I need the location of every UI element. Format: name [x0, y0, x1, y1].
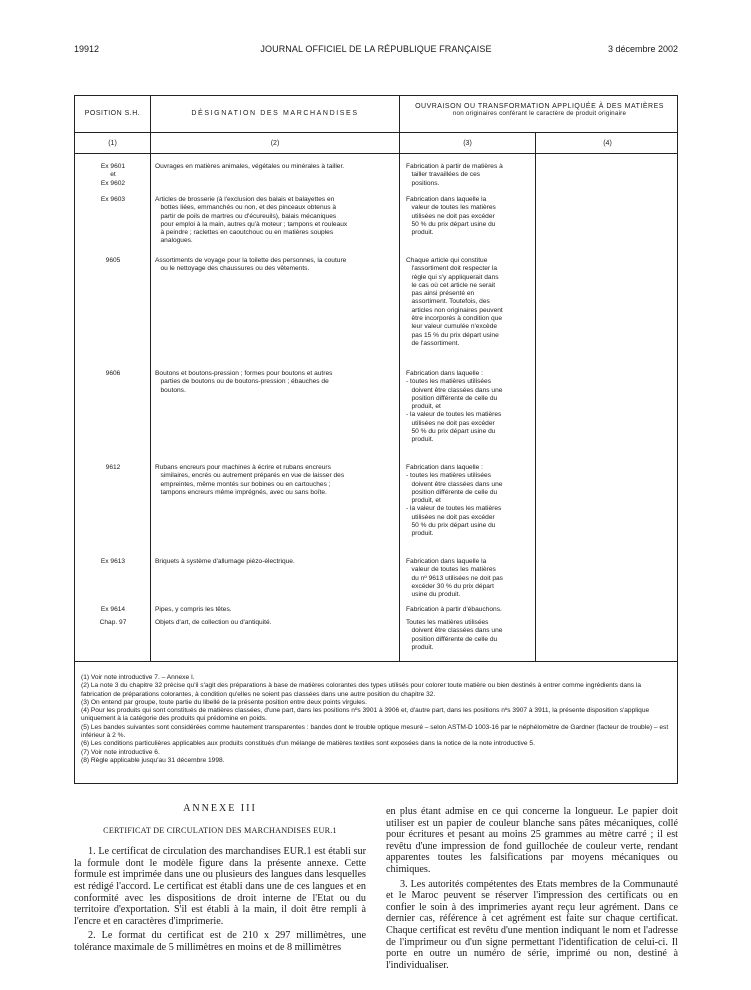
- footnote: (1) Voir note introductive 7. – Annexe I.: [81, 674, 195, 681]
- cell-line: Rubans encreurs pour machines à écrire et rubans encreurs: [155, 464, 331, 471]
- cell-line: Ex 9601: [100, 163, 126, 170]
- cell-line: - la valeur de toutes les matières: [406, 411, 502, 419]
- cell-line: être incorporés à condition que: [406, 315, 503, 323]
- cell-line: Ex 9603: [100, 196, 126, 203]
- cell-line: Chaque article qui constitue: [406, 257, 488, 264]
- cell-line: Fabrication dans laquelle la: [406, 196, 487, 203]
- cell-line: boutons.: [155, 386, 186, 394]
- paragraph: 3. Les autorités compétentes des Etats membres de la Communauté et le Maroc peuvent se réserver l'impression des certificats ou en confier le soin à des imprimeries ayant reçu leur agrément. Dans ce dernier cas, référence à cet agrément est faite sur chaque certificat. Chaque certificat est revêtu d'une mention indiquant le nom et l'adresse de l'imprimeur ou d'un signe permettant l'identification de celui-ci. Il porte en outre un numéro de série, imprimé ou non, destiné à l'individualiser.: [386, 878, 678, 971]
- cell-line: Fabrication à partir d'ébauchons.: [406, 606, 502, 613]
- row-position: [75, 464, 151, 472]
- journal-title: JOURNAL OFFICIEL DE LA RÉPUBLIQUE FRANÇAISE: [260, 44, 492, 54]
- cell-line: 9605: [105, 257, 121, 264]
- cell-line: produit, et: [406, 497, 441, 505]
- row-position: [75, 619, 151, 627]
- certificate-heading: CERTIFICAT DE CIRCULATION DES MARCHANDISES EUR.1: [103, 825, 337, 835]
- cell-line: utilisées ne doit pas excéder: [406, 212, 495, 220]
- row-ouvraison: [406, 558, 546, 599]
- cell-line: 50 % du prix départ usine du: [406, 428, 496, 436]
- annex-left-column: [74, 803, 366, 957]
- cell-line: Ex 9614: [100, 606, 126, 613]
- column-header-ouvraison-subtitle: non originaires conférant le caractère de produit originaire: [452, 110, 627, 117]
- cell-line: doivent être classées dans une: [406, 480, 503, 488]
- cell-line: Fabrication dans laquelle :: [406, 464, 483, 471]
- column-header-position: POSITION S.H.: [84, 110, 141, 117]
- cell-line: pas ainsi présenté en: [406, 290, 475, 298]
- cell-line: Boutons et boutons-pression ; formes pour boutons et autres: [155, 370, 333, 377]
- footnote: (4) Pour les produits qui sont constitués de matières classées, d'une part, dans les positions nºs 3901 à 3906 et, d'autre part, dans les positions nºs 3907 à 3911, la présente disposition s'applique uniquement à la catégorie des produits qui prédomine en poids.: [81, 707, 650, 723]
- cell-line: ou le nettoyage des chaussures ou des vêtements.: [155, 265, 310, 273]
- cell-line: le cas où cet article ne serait: [406, 281, 496, 289]
- cell-line: doivent être classées dans une: [406, 627, 503, 635]
- footnote: (3) On entend par groupe, toute partie du libellé de la présente position entre deux points virgules.: [81, 698, 367, 706]
- annex-right-column: [386, 806, 678, 974]
- page-header: [74, 44, 678, 58]
- cell-line: analogues.: [155, 237, 193, 245]
- cell-line: règle qui s'y appliquerait dans: [406, 273, 499, 281]
- cell-line: produit.: [406, 436, 434, 444]
- row-designation: [155, 163, 393, 171]
- cell-line: pas 15 % du prix départ usine: [406, 331, 499, 339]
- cell-line: de l'assortiment.: [406, 339, 460, 347]
- cell-line: valeur de toutes les matières: [406, 204, 496, 212]
- footnote: (6) Les conditions particulières applicables aux produits constitués d'un mélange de matières textiles sont exposées dans la notice de la note introductive 5.: [81, 740, 535, 748]
- column-number-2: (2): [270, 140, 280, 147]
- cell-line: pour emploi à la main, autres qu'à moteur ; tampons et rouleaux: [155, 220, 348, 228]
- cell-line: assortiment. Toutefois, des: [406, 298, 490, 306]
- cell-line: 9612: [105, 464, 121, 471]
- cell-line: produit.: [406, 229, 434, 237]
- cell-line: l'assortiment doit respecter la: [406, 265, 498, 273]
- annex-title: ANNEXE III: [183, 803, 257, 814]
- cell-line: utilisées ne doit pas excéder: [406, 419, 495, 427]
- cell-line: similaires, encrés ou autrement préparés en vue de laisser des: [155, 472, 345, 480]
- cell-line: usine du produit.: [406, 591, 461, 599]
- footnote: (2) La note 3 du chapitre 32 précise qu'il s'agit des préparations à base de matières colorantes des types utilisés pour colorer toute matière ou bien destinés à entrer comme ingrédients dans la fabrication de préparations colorantes, à condition qu'elles ne soient pas classées dans une autre position du chapitre 32.: [81, 682, 642, 698]
- table-notes: [81, 674, 673, 765]
- paragraph: 2. Le format du certificat est de 210 x 297 millimètres, une tolérance maximale de 5 millimètres en moins et de 8 millimètres: [74, 930, 366, 953]
- cell-line: leur valeur cumulée n'excède: [406, 323, 498, 331]
- paragraph: 1. Le certificat de circulation des marchandises EUR.1 est établi sur la formule dont le modèle figure dans la présente annexe. Cette formule est imprimée dans une ou plusieurs des langues dans lesquelles est rédigé l'accord. Le certificat est établi dans une de ces langues et en conformité avec les dispositions de droit interne de l'Etat ou du territoire d'exportation. S'il est établi à la main, il doit être rempli à l'encre et en caractères d'imprimerie.: [74, 846, 366, 927]
- cell-line: position différente de celle du: [406, 635, 498, 643]
- cell-line: Objets d'art, de collection ou d'antiquité.: [155, 619, 272, 626]
- cell-line: excéder 30 % du prix départ: [406, 582, 494, 590]
- cell-line: Assortiments de voyage pour la toilette des personnes, la couture: [155, 257, 347, 264]
- header-rule: [75, 132, 677, 133]
- row-designation: [155, 257, 393, 274]
- column-number-4: (4): [603, 140, 612, 147]
- cell-line: Fabrication dans laquelle la: [406, 558, 487, 565]
- cell-line: Fabrication à partir de matières à: [406, 163, 503, 170]
- cell-line: produit.: [406, 643, 434, 651]
- cell-line: produit.: [406, 530, 434, 538]
- cell-line: Ouvrages en matières animales, végétales ou minérales à tailler.: [155, 163, 345, 170]
- cell-line: Pipes, y compris les têtes.: [155, 606, 232, 613]
- row-ouvraison: [406, 163, 546, 188]
- cell-line: Briquets à système d'allumage piézo-électrique.: [155, 558, 295, 565]
- paragraph: en plus étant admise en ce qui concerne la longueur. Le papier doit utiliser est un papier de couleur blanche sans pâtes mécaniques, collé pour écritures et pesant au moins 25 grammes au mètre carré ; il est revêtu d'une impression de fond guillochée de couleur verte, rendant apparentes toutes les falsifications par moyens mécaniques ou chimiques.: [386, 806, 678, 875]
- cell-line: - toutes les matières utilisées: [406, 472, 492, 480]
- row-ouvraison: [406, 370, 546, 445]
- number-rule: [75, 153, 677, 154]
- cell-line: utilisées ne doit pas excéder: [406, 513, 495, 521]
- footnote: (8) Règle applicable jusqu'au 31 décembre 1998.: [81, 756, 225, 764]
- row-position: [75, 370, 151, 378]
- column-number-3: (3): [463, 140, 472, 147]
- cell-line: articles non originaires peuvent: [406, 306, 503, 314]
- footnote: (5) Les bandes suivantes sont considérées comme hautement transparentes : bandes dont le trouble optique mesuré – selon ASTM-D 1003-16 par le néphélomètre de Gardner (facteur de trouble) – est inférieur à 2 %.: [81, 723, 669, 740]
- column-number-1: (1): [108, 140, 117, 147]
- row-designation: [155, 619, 393, 627]
- cell-line: à peindre ; raclettes en caoutchouc ou en matières souples: [155, 229, 334, 237]
- cell-line: 50 % du prix départ usine du: [406, 220, 496, 228]
- row-designation: [155, 370, 393, 395]
- column-header-ouvraison: [400, 103, 679, 117]
- row-ouvraison: [406, 257, 546, 348]
- footnote: (7) Voir note introductive 6.: [81, 748, 160, 756]
- notes-rule: [75, 661, 677, 662]
- row-ouvraison: [406, 619, 546, 652]
- cell-line: - la valeur de toutes les matières: [406, 505, 502, 513]
- row-designation: [155, 558, 393, 566]
- cell-line: - toutes les matières utilisées: [406, 378, 492, 386]
- row-position: [75, 196, 151, 204]
- cell-line: Ex 9602: [100, 179, 126, 187]
- column-header-ouvraison-title: OUVRAISON OU TRANSFORMATION APPLIQUÉE À DES MATIÈRES: [415, 103, 664, 110]
- cell-line: Chap. 97: [99, 619, 127, 626]
- page-number: 19912: [74, 44, 100, 54]
- cell-line: positions.: [406, 179, 440, 187]
- cell-line: Fabrication dans laquelle :: [406, 370, 483, 377]
- row-position: [75, 606, 151, 614]
- cell-line: Toutes les matières utilisées: [406, 619, 489, 626]
- cell-line: tailler travaillées de ces: [406, 171, 481, 179]
- cell-line: 9606: [105, 370, 121, 377]
- cell-line: et: [110, 171, 116, 179]
- row-designation: [155, 464, 393, 497]
- column-header-designation: DÉSIGNATION DES MARCHANDISES: [191, 110, 359, 117]
- row-designation: [155, 196, 393, 246]
- cell-line: doivent être classées dans une: [406, 386, 503, 394]
- row-ouvraison: [406, 606, 546, 614]
- row-ouvraison: [406, 196, 546, 237]
- row-ouvraison: [406, 464, 546, 539]
- cell-line: Articles de brosserie (à l'exclusion des balais et balayettes en: [155, 196, 335, 203]
- cell-line: produit, et: [406, 403, 441, 411]
- row-designation: [155, 606, 393, 614]
- cell-line: 50 % du prix départ usine du: [406, 522, 496, 530]
- row-position: [75, 257, 151, 265]
- cell-line: Ex 9613: [100, 558, 126, 565]
- cell-line: empreintes, même montés sur bobines ou en cartouches ;: [155, 480, 331, 488]
- cell-line: partir de poils de martres ou d'écureuils), balais mécaniques: [155, 212, 337, 220]
- row-position: [75, 163, 151, 188]
- row-position: [75, 558, 151, 566]
- rules-of-origin-table: [74, 95, 678, 784]
- cell-line: position différente de celle du: [406, 488, 498, 496]
- cell-line: position différente de celle du: [406, 394, 498, 402]
- cell-line: bottes liées, emmanchés ou non, et des pinceaux obtenus à: [155, 204, 337, 212]
- cell-line: du nº 9613 utilisées ne doit pas: [406, 574, 503, 582]
- cell-line: parties de boutons ou de boutons-pression ; ébauches de: [155, 378, 329, 386]
- column-divider: [399, 96, 400, 661]
- cell-line: valeur de toutes les matières: [406, 566, 496, 574]
- publication-date: 3 décembre 2002: [607, 44, 678, 54]
- cell-line: tampons encreurs même imprégnés, avec ou sans boîte.: [155, 488, 327, 496]
